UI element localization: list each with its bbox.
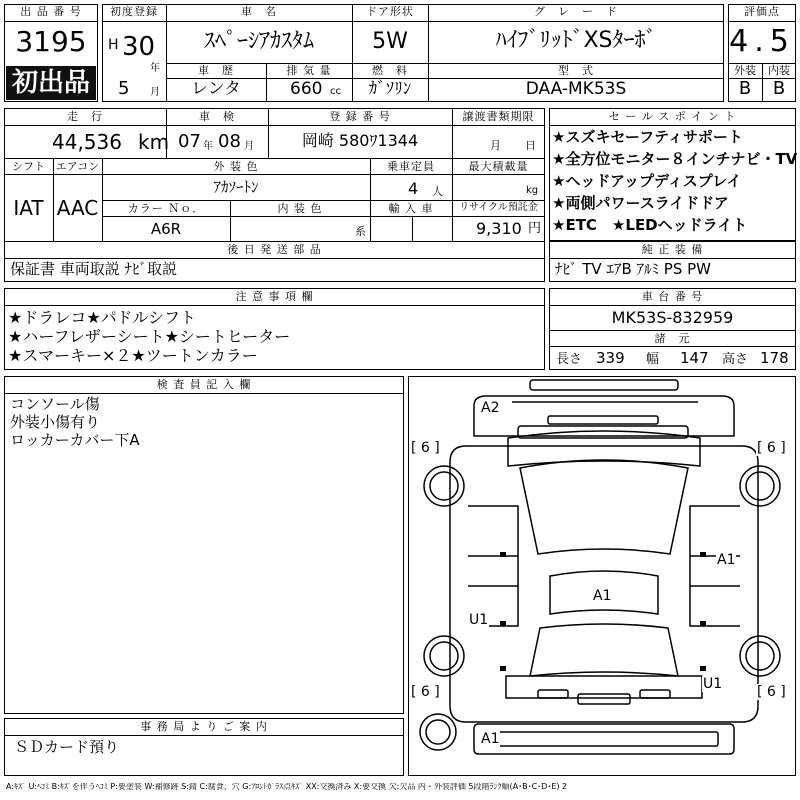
displacement: 660 [290,79,323,99]
maxload-label: 最大積載量 [468,160,529,173]
transfer-month-unit: 月 [490,139,501,152]
capacity-unit: 人 [432,185,443,198]
maxload-unit: kg [526,185,539,196]
damage-mark: U1 [469,612,489,628]
inspection-month-unit: 月 [244,141,254,152]
height-label: 高さ [722,352,749,367]
exterior-label: 外装 [734,64,756,77]
transfer-label: 譲渡書類期限 [462,110,535,123]
car-name-label: 車 名 [241,5,277,18]
model-label: 型 式 [558,64,594,77]
inspector-label: 検 査 員 記 入 欄 [156,378,252,391]
sales-point-item: ★ETC ★LEDヘッドライト [552,216,748,234]
displacement-unit: cc [330,86,341,97]
interior-grade: B [772,78,786,99]
equipment-text: ﾅﾋﾞ TV ｴｱB ｱﾙﾐ PS PW [555,260,711,278]
import-label: 輸 入 車 [388,202,434,215]
color-label: 外 装 色 [213,160,259,173]
office-label: 事 務 局 よ り ご 案 内 [140,720,268,733]
tire-score: [ 6 ] [757,684,786,700]
width: 147 [680,349,709,367]
damage-mark: A2 [481,400,500,416]
shift: IAT [13,196,44,220]
aircon: AAC [56,196,99,220]
first-time-badge: 初出品 [6,66,96,100]
inspection-year: 07 [178,131,201,152]
damage-mark: A1 [481,731,500,747]
tire-score: [ 6 ] [757,440,786,456]
inspector-line: ロッカーカバー下A [10,431,140,449]
score-label: 評価点 [744,5,780,18]
width-label: 幅 [646,352,660,367]
length: 339 [596,349,625,367]
legend: A:ｷｽﾞ U:ﾍｺﾐ B:ｷｽﾞを伴うﾍｺﾐ P:要塗装 W:補修跡 S:錆 C:腐食、穴 G:ﾌﾛﾝﾄｶﾞﾗｽ点ｷｽﾞ XX:交換済み X:要交換 欠:欠品 内・外装評価 5段階ﾗﾝｸ順(A･B･C･D･E) 2 [6,783,568,791]
length-label: 長さ [556,352,583,367]
capacity: 4 [408,179,419,198]
chassis-number: MK53S-832959 [611,308,734,327]
note-line: ★ドラレコ★パドルシフト [8,308,196,327]
exterior-grade: B [738,78,752,99]
fuel: ｶﾞｿﾘﾝ [368,79,412,99]
door-type: 5W [372,29,408,54]
lot-number: 3195 [15,25,87,58]
color-no-label: カラー Ｎｏ． [127,202,205,215]
note-line: ★ハーフレザーシート★シートヒーター [8,327,291,346]
notes-label: 注 意 事 項 欄 [235,290,314,303]
sales-point-item: ★両側パワースライドドア [552,194,729,212]
grade-label: グ レ ー ド [534,5,618,18]
sales-point-item: ★スズキセーフティサポート [552,128,743,146]
plate-label: 登 録 番 号 [329,110,391,123]
spec-label: 諸 元 [654,332,691,345]
aircon-label: エアコン [55,160,100,173]
car-name: ｽﾍﾟｰｼｱｶｽﾀﾑ [203,29,314,54]
vehicle-damage-diagram [408,376,796,776]
sales-point-item: ★ヘッドアップディスプレイ [552,172,742,190]
inspection-year-unit: 年 [203,141,213,152]
displacement-label: 排 気 量 [286,64,332,77]
fuel-label: 燃 料 [372,64,408,77]
inspector-line: 外装小傷有り [10,413,101,431]
inspection-month: 08 [218,131,241,152]
note-line: ★スマーキー×２★ツートンカラー [8,346,258,365]
damage-mark: U1 [703,676,723,692]
capacity-label: 乗車定員 [387,160,435,173]
mileage-unit: km [138,130,170,154]
mileage-label: 走 行 [67,110,103,123]
year-unit: 年 [150,63,160,74]
later-parts: 保証書 車両取説 ﾅﾋﾞ取説 [10,260,178,278]
lot-label: 出 品 番 号 [20,5,82,18]
transfer-day-unit: 日 [525,139,536,152]
equipment-label: 純 正 装 備 [641,243,704,256]
interior-color-label: 内 装 色 [277,202,323,215]
height: 178 [760,349,789,367]
first-reg-month: 5 [118,78,130,99]
first-reg-year: 30 [122,32,156,62]
era: H [108,37,119,53]
history-label: 車 歴 [198,64,234,77]
history: レンタ [191,79,241,99]
sales-points-label: セ ー ル ス ポ イ ン ト [608,110,737,123]
later-parts-label: 後 日 発 送 部 品 [227,243,322,256]
mileage: 44,536 [52,130,122,154]
inspector-line: コンソール傷 [10,395,100,413]
door-label: ドア形状 [366,5,414,18]
interior-label: 内装 [768,64,790,77]
interior-color-suffix: 系 [355,225,366,238]
recycle-label: リサイクル預託金 [459,202,538,213]
sales-point-item: ★全方位モニター８インチナビ・TV [552,150,798,168]
chassis-label: 車 台 番 号 [641,290,704,303]
damage-mark: A1 [717,552,736,568]
tire-score: [ 6 ] [411,684,440,700]
tire-score: [ 6 ] [411,440,440,456]
inspection-label: 車 検 [199,110,235,123]
month-unit: 月 [150,87,160,98]
exterior-color: ｱｶｿｰﾄﾝ [213,178,259,196]
color-no: A6R [150,220,182,238]
office-text: ＳＤカード預り [14,738,120,756]
grade: ﾊｲﾌﾞﾘｯﾄﾞXSﾀｰﾎﾞ [495,28,657,53]
first-reg-label: 初度登録 [110,5,158,18]
recycle-amount: 9,310 [476,219,522,238]
plate-number: 岡崎 580ﾜ1344 [301,131,419,150]
recycle-unit: 円 [528,221,542,236]
score: 4.5 [729,24,795,59]
model: DAA-MK53S [525,79,627,99]
shift-label: シフト [12,160,45,173]
damage-mark: A1 [593,588,612,604]
